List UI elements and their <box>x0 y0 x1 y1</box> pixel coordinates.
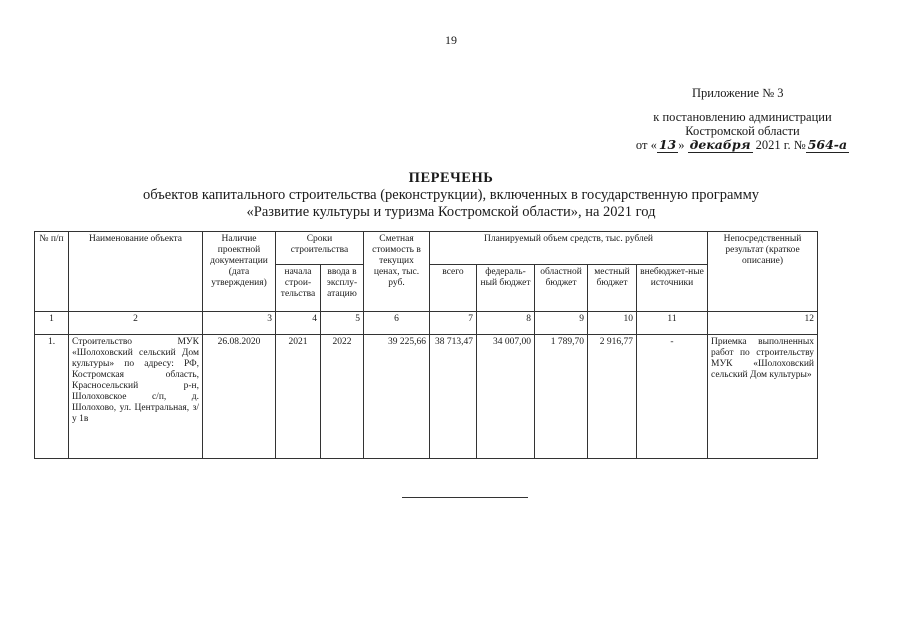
header-docs: Наличие проектной документации (дата утверждения) <box>203 232 276 312</box>
objects-table <box>34 231 818 459</box>
index-cell: 3 <box>203 312 276 335</box>
decree-reference <box>625 110 860 152</box>
decree-number: 564-а <box>807 137 848 152</box>
appendix-label: Приложение № 3 <box>692 86 784 100</box>
header-total: всего <box>430 265 477 312</box>
closing-divider <box>402 497 528 498</box>
page-number: 19 <box>445 33 457 47</box>
index-cell: 4 <box>276 312 321 335</box>
row-federal: 34 007,00 <box>477 335 535 459</box>
index-cell: 11 <box>637 312 708 335</box>
header-planned: Планируемый объем средств, тыс. рублей <box>430 232 708 265</box>
header-regional: областной бюджет <box>535 265 588 312</box>
index-cell: 5 <box>321 312 364 335</box>
row-commission: 2022 <box>321 335 364 459</box>
header-term-start: начала строи-тельства <box>276 265 321 312</box>
row-extra: - <box>637 335 708 459</box>
index-cell: 12 <box>708 312 818 335</box>
row-regional: 1 789,70 <box>535 335 588 459</box>
row-start: 2021 <box>276 335 321 459</box>
index-cell: 7 <box>430 312 477 335</box>
index-cell: 10 <box>588 312 637 335</box>
index-cell: 1 <box>35 312 69 335</box>
header-federal: федераль-ный бюджет <box>477 265 535 312</box>
row-total: 38 713,47 <box>430 335 477 459</box>
row-local: 2 916,77 <box>588 335 637 459</box>
decree-year: 2021 г. № <box>755 138 806 152</box>
title-heading: ПЕРЕЧЕНЬ <box>408 170 494 186</box>
decree-month: декабря <box>689 137 751 152</box>
decree-from: от « <box>635 138 657 152</box>
header-num: № п/п <box>35 232 69 312</box>
row-docs: 26.08.2020 <box>203 335 276 459</box>
header-term-commission: ввода в эксплу-атацию <box>321 265 364 312</box>
row-name: Строительство МУК «Шолоховский сельский Дом культуры» по адресу: РФ, Костромская область, Красносельский р-н, Шолоховское с/п, д. Шолохово, ул. Центральная, з/у 1в <box>69 335 203 459</box>
title-line-2: объектов капитального строительства (реконструкции), включенных в государственную программу <box>143 187 759 203</box>
title-line-3: «Развитие культуры и туризма Костромской области», на 2021 год <box>246 204 656 220</box>
index-cell: 8 <box>477 312 535 335</box>
decree-day: 13 <box>658 137 677 152</box>
decree-line-1: к постановлению администрации <box>653 110 832 124</box>
header-extra: внебюджет-ные источники <box>637 265 708 312</box>
decree-date-line <box>625 138 860 152</box>
header-name: Наименование объекта <box>69 232 203 312</box>
header-terms: Сроки строительства <box>276 232 364 265</box>
index-cell: 2 <box>69 312 203 335</box>
decree-line-2: Костромской области <box>685 124 800 138</box>
header-result: Непосредственный результат (краткое описание) <box>708 232 818 312</box>
row-cost: 39 225,66 <box>364 335 430 459</box>
decree-close-quote: » <box>678 138 685 152</box>
header-local: местный бюджет <box>588 265 637 312</box>
index-cell: 6 <box>364 312 430 335</box>
row-num: 1. <box>35 335 69 459</box>
document-title <box>0 170 902 221</box>
table-row <box>35 335 818 459</box>
index-cell: 9 <box>535 312 588 335</box>
row-result: Приемка выполненных работ по строительству МУК «Шолоховский сельский Дом культуры» <box>708 335 818 459</box>
header-cost: Сметная стоимость в текущих ценах, тыс. руб. <box>364 232 430 312</box>
